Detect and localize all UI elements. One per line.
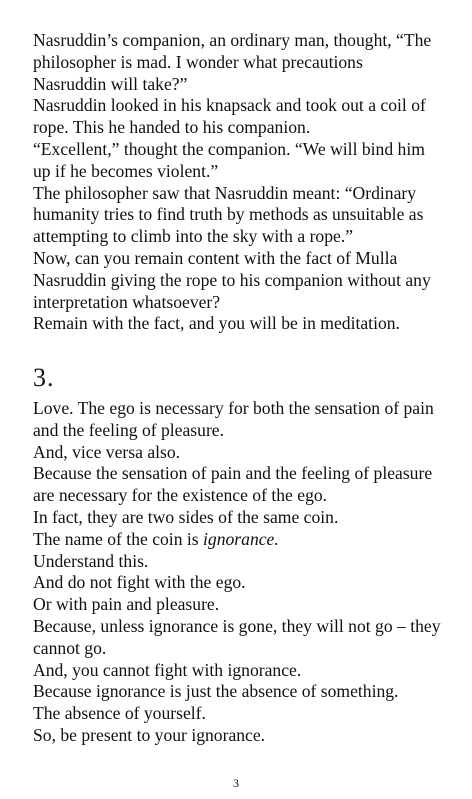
text-line: attempting to climb into the sky with a rope.” <box>33 226 354 247</box>
text-line: are necessary for the existence of the ego. <box>33 485 328 506</box>
text-line: Or with pain and pleasure. <box>33 594 220 615</box>
section-passage <box>33 398 453 747</box>
text-line: Understand this. <box>33 550 149 571</box>
page-number: 3 <box>233 776 239 790</box>
coin-line-emphasis: ignorance. <box>203 528 279 549</box>
text-line: And, you cannot fight with ignorance. <box>33 659 302 680</box>
text-line: Nasruddin giving the rope to his companion without any <box>33 269 431 290</box>
text-line: Nasruddin’s companion, an ordinary man, thought, “The <box>33 30 432 50</box>
text-line: humanity tries to find truth by methods as unsuitable as <box>33 204 424 225</box>
text-line: The absence of yourself. <box>33 703 206 724</box>
section-number: 3. <box>33 363 55 392</box>
text-line: Because ignorance is just the absence of something. <box>33 681 399 702</box>
text-line: Love. The ego is necessary for both the sensation of pain <box>33 398 434 418</box>
text-line: Because the sensation of pain and the feeling of pleasure <box>33 463 433 484</box>
text-line: interpretation whatsoever? <box>33 291 221 312</box>
text-line: philosopher is mad. I wonder what precautions <box>33 51 363 72</box>
text-line: In fact, they are two sides of the same coin. <box>33 506 339 527</box>
text-line: Now, can you remain content with the fact of Mulla <box>33 247 398 268</box>
coin-line-prefix: The name of the coin is <box>33 528 204 549</box>
text-line: up if he becomes violent.” <box>33 160 219 181</box>
text-line: Nasruddin looked in his knapsack and took out a coil of <box>33 95 426 116</box>
text-line: And do not fight with the ego. <box>33 572 246 593</box>
text-line: and the feeling of pleasure. <box>33 419 225 440</box>
coin-line <box>33 529 453 551</box>
text-line: The philosopher saw that Nasruddin meant: “Ordinary <box>33 182 417 203</box>
text-line: rope. This he handed to his companion. <box>33 117 311 138</box>
text-line: “Excellent,” thought the companion. “We will bind him <box>33 138 425 159</box>
text-line: Because, unless ignorance is gone, they will not go – they <box>33 615 441 636</box>
text-line: And, vice versa also. <box>33 441 181 462</box>
text-line: So, be present to your ignorance. <box>33 724 266 745</box>
story-passage <box>33 30 453 335</box>
text-line: Remain with the fact, and you will be in meditation. <box>33 313 400 334</box>
text-line: Nasruddin will take?” <box>33 73 188 94</box>
text-line: cannot go. <box>33 637 107 658</box>
